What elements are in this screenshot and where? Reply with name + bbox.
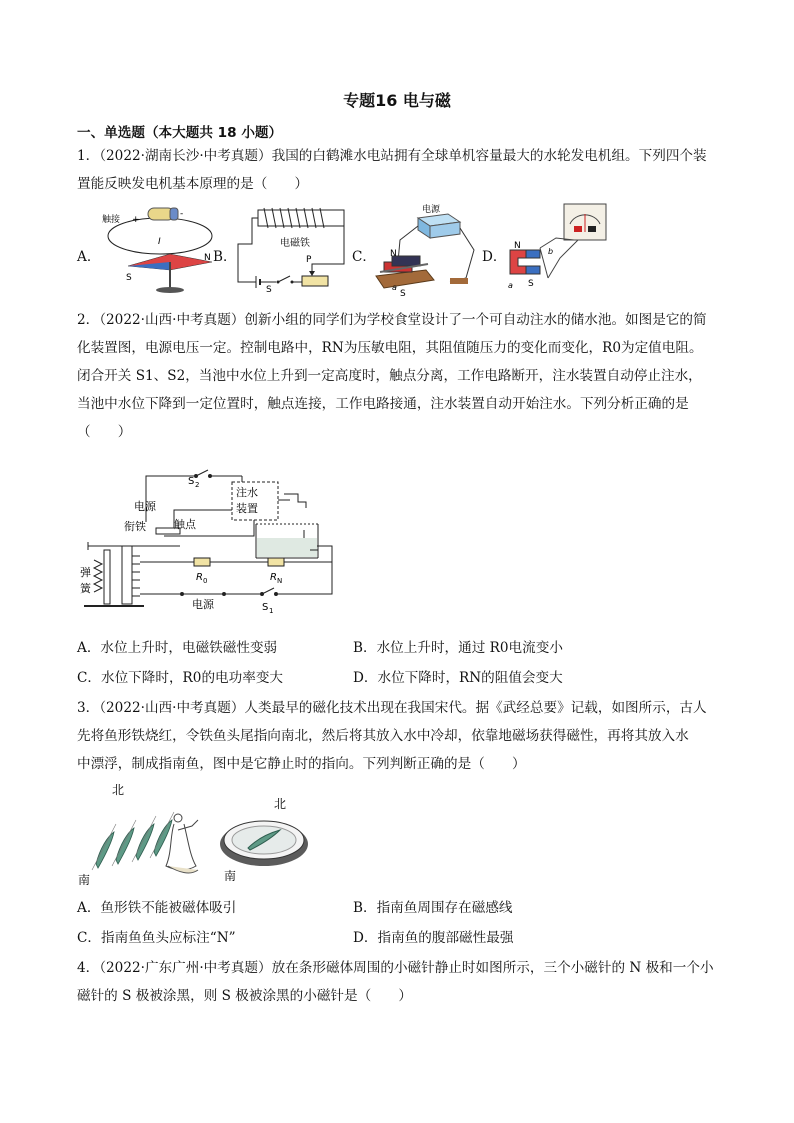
q4-line-2: 磁针的 S 极被涂黑，则 S 极被涂黑的小磁针是（ ） [77,988,412,1004]
svg-text:1: 1 [269,607,274,615]
svg-text:簧: 簧 [80,582,91,595]
svg-text:b: b [548,247,554,256]
page-title: 专题16 电与磁 [343,91,451,110]
svg-text:注水: 注水 [236,486,258,499]
svg-text:S: S [400,289,406,299]
svg-text:电磁铁: 电磁铁 [280,238,310,249]
svg-text:R: R [270,572,277,583]
section-heading: 一、单选题（本大题共 18 小题） [77,125,283,141]
q2-line-3: 闭合开关 S1、S2，当池中水位上升到一定高度时，触点分离，工作电路断开，注水装置自动停止注水， [77,368,702,384]
q2-line-2: 化装置图，电源电压一定。控制电路中，RN为压敏电阻，其阻值随压力的变化而变化，R0为定值电阻。 [77,340,703,356]
svg-text:I: I [158,237,161,247]
q3-line-2: 先将鱼形铁烧红，令铁鱼头尾指向南北，然后将其放入水中冷却，依靠地磁场获得磁性，再将其放入水 [77,728,689,744]
q4-line-1: 4．（2022·广东广州·中考真题）放在条形磁体周围的小磁针静止时如图所示，三个小磁针的 N 极和一个小 [77,960,714,976]
svg-text:N: N [277,577,283,585]
svg-text:触点: 触点 [174,518,196,531]
q3-option-a: A．鱼形铁不能被磁体吸引 [77,900,237,916]
q2-line-5: （ ） [77,424,132,440]
q2-option-b: B．水位上升时，通过 R0电流变小 [353,640,563,656]
svg-text:衔铁: 衔铁 [124,520,146,533]
svg-text:P: P [306,255,312,265]
svg-text:弹: 弹 [80,566,91,579]
svg-text:R: R [196,572,203,583]
svg-text:S: S [262,602,269,613]
question-2-stem [77,306,717,446]
svg-text:电源: 电源 [134,500,156,513]
q3-figure [74,780,314,888]
question-3-stem [77,694,717,778]
svg-text:a: a [508,281,513,290]
svg-text:S: S [528,279,534,289]
svg-text:装置: 装置 [236,502,258,515]
svg-text:-: - [180,209,184,219]
q2-line-4: 当池中水位下降到一定位置时，触点连接，工作电路接通，注水装置自动开始注水。下列分析正确的是 [77,396,689,412]
svg-text:+: + [132,215,140,225]
svg-text:N: N [204,253,211,263]
svg-text:北: 北 [112,783,125,797]
q1-line-2: 置能反映发电机基本原理的是（ ） [77,176,309,192]
q3-line-1: 3．（2022·山西·中考真题）人类最早的磁化技术出现在我国宋代。据《武经总要》记载，如图所示，古人 [77,700,707,716]
q2-option-a: A．水位上升时，电磁铁磁性变弱 [77,640,278,656]
q3-option-b: B．指南鱼周围存在磁感线 [353,900,513,916]
q2-figure [80,470,364,620]
q1-option-c-label: C． [352,249,376,265]
question-4-stem [77,954,717,1010]
q2-option-d: D．水位下降时，RN的阻值会变大 [353,670,563,686]
svg-text:S: S [266,285,272,295]
question-1-stem [77,142,717,198]
svg-text:2: 2 [195,481,200,489]
svg-text:0: 0 [203,577,208,585]
q2-option-c: C．水位下降时，R0的电功率变大 [77,670,284,686]
q1-figure-c [370,200,482,299]
svg-text:电源: 电源 [422,205,441,215]
q1-figure-b [232,204,350,295]
svg-text:南: 南 [78,873,91,887]
q3-line-3: 中漂浮，制成指南鱼，图中是它静止时的指向。下列判断正确的是（ ） [77,756,526,772]
svg-text:S: S [188,476,195,487]
q1-figure-a [100,200,218,296]
q2-line-1: 2．（2022·山西·中考真题）创新小组的同学们为学校食堂设计了一个可自动注水的储水池。如图是它的简 [77,312,707,328]
q1-figure-d [500,198,618,296]
svg-text:南: 南 [224,869,237,883]
svg-text:a: a [392,283,397,292]
q3-option-d: D．指南鱼的腹部磁性最强 [353,930,514,946]
svg-text:触接: 触接 [102,215,121,225]
q1-option-a-label: A． [77,249,101,265]
svg-text:N: N [390,249,397,259]
svg-text:电源: 电源 [192,598,214,611]
q1-line-1: 1．（2022·湖南长沙·中考真题）我国的白鹤滩水电站拥有全球单机容量最大的水轮发电机组。下列四个装 [77,148,707,164]
q3-option-c: C．指南鱼鱼头应标注“N” [77,930,236,946]
svg-text:北: 北 [274,797,287,811]
svg-text:N: N [514,241,521,251]
q1-option-b-label: B． [213,249,237,265]
svg-text:S: S [126,273,132,283]
q1-option-d-label: D． [482,249,507,265]
